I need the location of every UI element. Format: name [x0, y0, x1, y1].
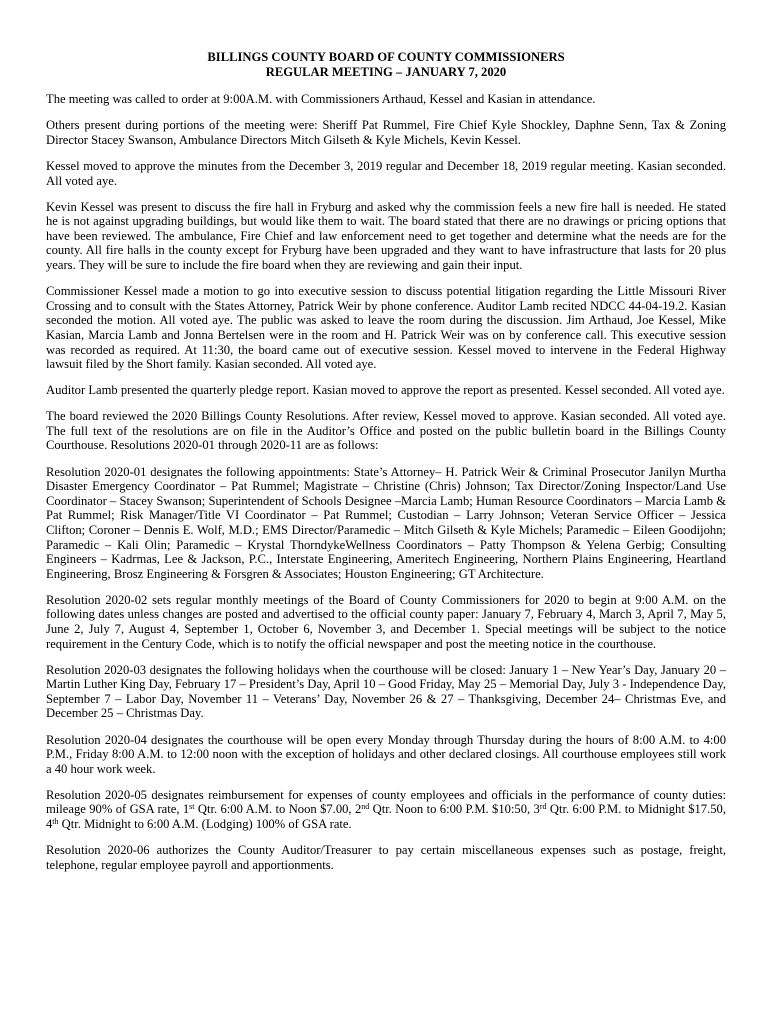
paragraph-resolution-2020-06: Resolution 2020-06 authorizes the County Auditor/Treasurer to pay certain miscellaneous expenses such as postage, freight, telephone, regular employee payroll and apportionments.	[46, 843, 726, 872]
resolution-05-text-4: Qtr. 6:00 P.M. to Midnight $17.50, 4	[46, 802, 726, 832]
document-page	[46, 50, 726, 884]
resolution-05-text-2: Qtr. 6:00 A.M. to Noon $7.00, 2	[194, 802, 362, 817]
title-line-board: BILLINGS COUNTY BOARD OF COUNTY COMMISSIONERS	[207, 50, 565, 64]
resolution-05-text-1: Resolution 2020-05 designates reimbursement for expenses of county employees and officials in the performance of county duties: mileage 90% of GSA rate, 1	[46, 787, 726, 817]
ordinal-suffix-3: rd	[539, 802, 547, 812]
paragraph-minutes-approval: Kessel moved to approve the minutes from the December 3, 2019 regular and December 18, 2019 regular meeting. Kasian seconded. All voted aye.	[46, 158, 726, 188]
paragraph-resolution-2020-02: Resolution 2020-02 sets regular monthly meetings of the Board of County Commissioners for 2020 to begin at 9:00 A.M. on the following dates unless changes are posted and advertised to the official county paper: January 7, February 4, March 3, April 7, May 5, June 2, July 7, August 4, September 1, October 6, November 3, and December 1. Special meetings will be subject to the notice requirement in the Century Code, which is to notify the official newspaper and post the meeting notice in the courthouse.	[46, 592, 726, 651]
paragraph-others-present: Others present during portions of the meeting were: Sheriff Pat Rummel, Fire Chief Kyle Shockley, Daphne Senn, Tax & Zoning Director Stacey Swanson, Ambulance Directors Mitch Gilseth & Kyle Michels, Kevin Kessel.	[46, 118, 726, 147]
paragraph-resolutions-review: The board reviewed the 2020 Billings County Resolutions. After review, Kessel moved to approve. Kasian seconded. All voted aye. The full text of the resolutions are on file in the Auditor’s Office and posted on the public bulletin board in the Billings County Courthouse. Resolutions 2020-01 through 2020-11 are as follows:	[46, 409, 726, 453]
resolution-05-text-5: Qtr. Midnight to 6:00 A.M. (Lodging) 100% of GSA rate.	[58, 817, 352, 832]
ordinal-suffix-1: st	[189, 802, 195, 812]
paragraph-call-to-order: The meeting was called to order at 9:00A.M. with Commissioners Arthaud, Kessel and Kasian in attendance.	[46, 92, 596, 107]
paragraph-pledge-report: Auditor Lamb presented the quarterly pledge report. Kasian moved to approve the report as presented. Kessel seconded. All voted aye.	[46, 383, 725, 398]
ordinal-suffix-4: th	[52, 817, 59, 827]
paragraph-executive-session: Commissioner Kessel made a motion to go into executive session to discuss potential litigation regarding the Little Missouri River Crossing and to consult with the States Attorney, Patrick Weir by phone conference. Auditor Lamb recited NDCC 44-04-19.2. Kasian seconded the motion. All voted aye. The public was asked to leave the room during the discussion. Jim Arthaud, Joe Kessel, Mike Kasian, Marcia Lamb and Jonna Bertelsen were in the room and H. Patrick Weir was on by conference call. This executive session was recorded as required. At 11:30, the board came out of executive session. Kessel moved to intervene in the Federal Highway lawsuit filed by the Short family. Kasian seconded. All voted aye.	[46, 284, 726, 372]
paragraph-resolution-2020-03: Resolution 2020-03 designates the following holidays when the courthouse will be closed: January 1 – New Year’s Day, January 20 – Martin Luther King Day, February 17 – President’s Day, April 10 – Good Friday, May 25 – Memorial Day, July 3 - Independence Day, September 7 – Labor Day, November 11 – Veterans’ Day, November 26 & 27 – Thanksgiving, December 24– Christmas Eve, and December 25 – Christmas Day.	[46, 662, 726, 721]
ordinal-suffix-2: nd	[361, 802, 370, 812]
title-line-meeting: REGULAR MEETING – JANUARY 7, 2020	[265, 64, 507, 79]
paragraph-fire-hall: Kevin Kessel was present to discuss the fire hall in Fryburg and asked why the commission feels a new fire hall is needed. He stated he is not against upgrading buildings, but would like them to wait. The board stated that there are no drawings or pricing options that have been reviewed. The ambulance, Fire Chief and law enforcement need to get together and determine what the needs are for the county. All fire halls in the county except for Fryburg have been upgraded and they want to have infrastructure that lasts for 20 plus years. They will be sure to include the fire board when they are reviewing and gain their input.	[46, 199, 726, 273]
paragraph-resolution-2020-01: Resolution 2020-01 designates the following appointments: State’s Attorney– H. Patrick Weir & Criminal Prosecutor Janilyn Murtha Disaster Emergency Coordinator – Pat Rummel; Magistrate – Christine (Chris) Johnson; Tax Director/Zoning Inspector/Land Use Coordinator – Stacey Swanson; Superintendent of Schools Designee –Marcia Lamb; Human Resource Coordinators – Marcia Lamb & Pat Rummel; Risk Manager/Title VI Coordinator – Pat Rummel; Custodian – Larry Johnson; Veteran Service Officer – Jessica Clifton; Coroner – Dennis E. Wolf, M.D.; EMS Director/Paramedic – Mitch Gilseth & Kyle Michels; Paramedic – Eileen Goodijohn; Paramedic – Kali Olin; Paramedic – Krystal ThorndykeWellness Coordinators – Patty Thompson & Yelena Gerbig; Consulting Engineers – Kadrmas, Lee & Jackson, P.C., Interstate Engineering, Ameritech Engineering, Northern Plains Engineering, Heartland Engineering, Brosz Engineering & Forsgren & Associates; Houston Engineering; GT Architecture.	[46, 464, 726, 581]
paragraph-resolution-2020-05	[46, 788, 726, 832]
resolution-05-text-3: Qtr. Noon to 6:00 P.M. $10:50, 3	[369, 802, 540, 817]
document-title	[46, 50, 726, 79]
paragraph-resolution-2020-04: Resolution 2020-04 designates the courthouse will be open every Monday through Thursday during the hours of 8:00 A.M. to 4:00 P.M., Friday 8:00 A.M. to 12:00 noon with the exception of holidays and other declared closings. All courthouse employees still work a 40 hour work week.	[46, 732, 726, 776]
